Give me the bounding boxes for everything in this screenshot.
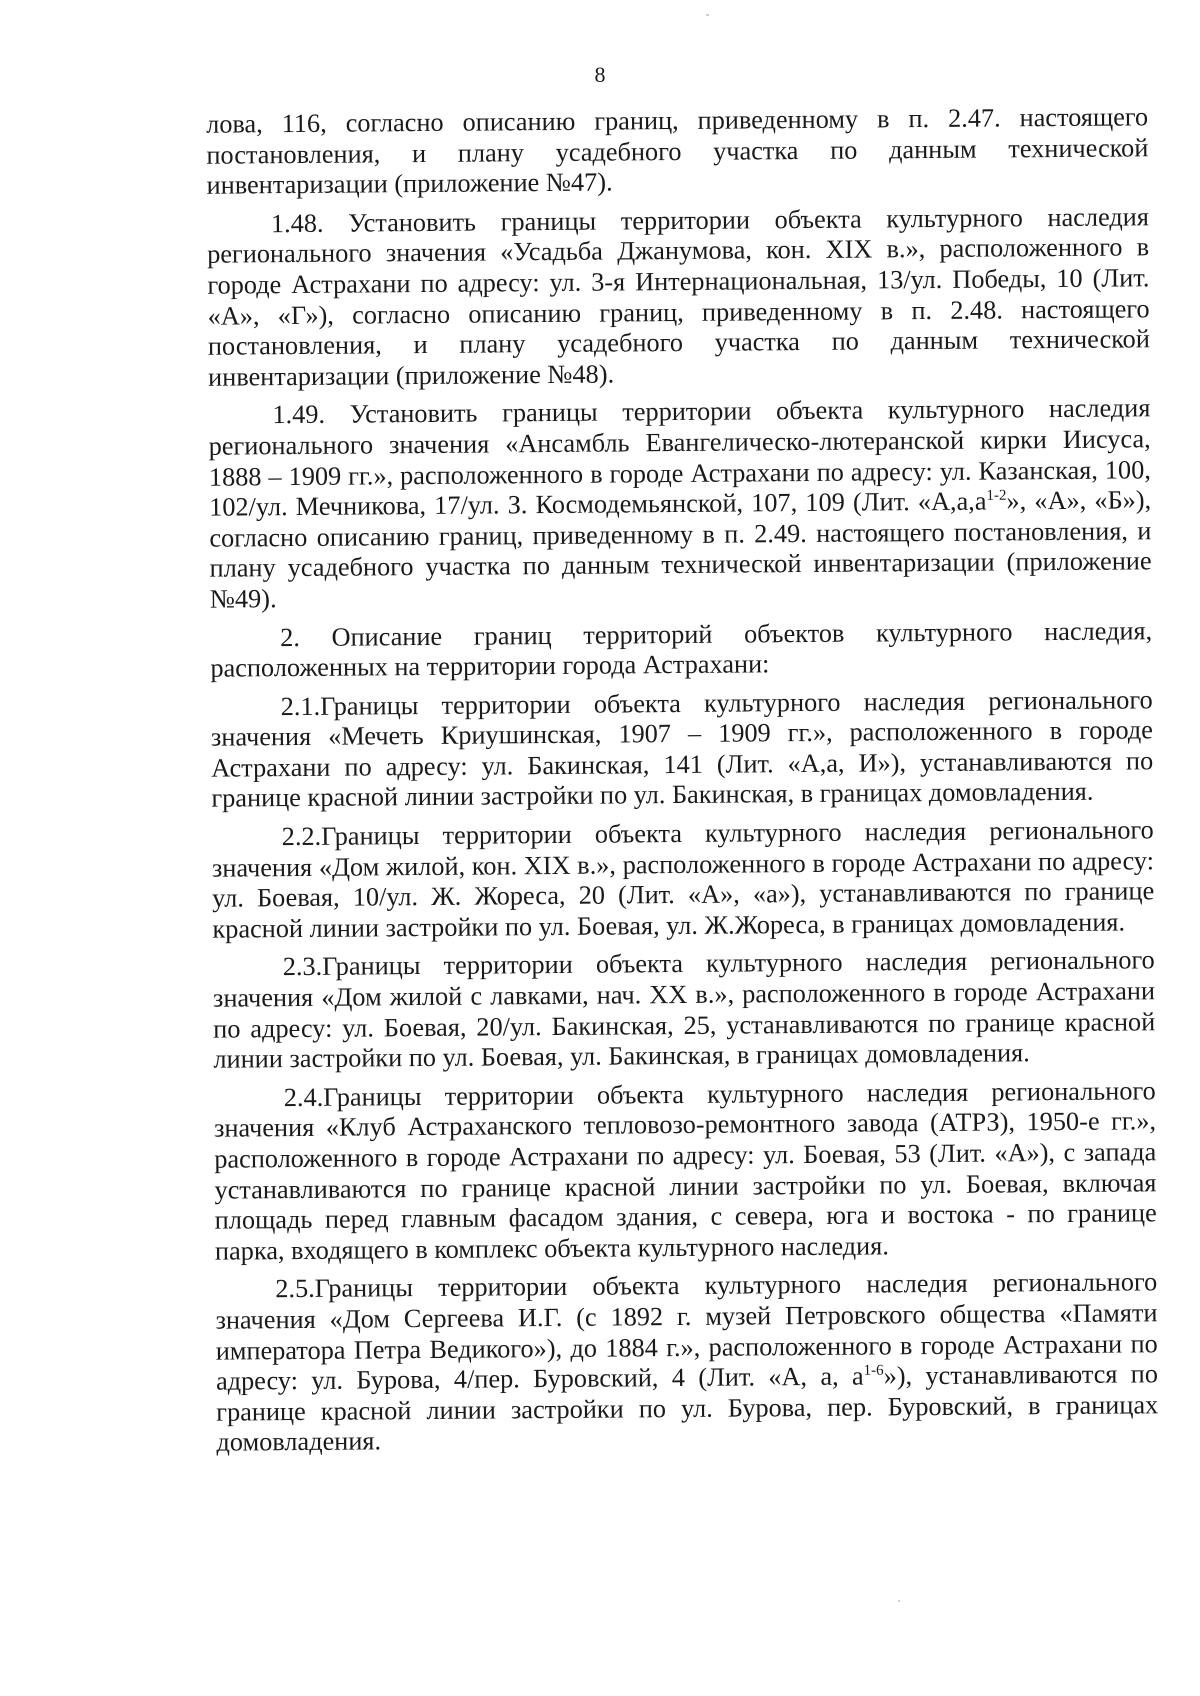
scan-speck-top — [706, 14, 709, 16]
paragraph-2-5-text-after: »), устанавливаются по границе красной линии застройки по ул. Бурова, пер. Буровский, в границах домовладения. — [216, 1359, 1159, 1458]
paragraph-1-49-text-before: 1.49. Установить границы территории объекта культурного наследия регионального значения «Ансамбль Евангелическо-лютеранской кирки Иисуса, 1888 – 1909 гг.», расположенного в городе Астрахани по адресу: ул. Казанская, 100, 102/ул. Мечникова, 17/ул. З. Космодемьянской, 107, 109 (Лит. «А,а,а — [208, 393, 1151, 522]
paragraph-2-5-text-before: 2.5.Границы территории объекта культурного наследия регионального значения «Дом Сергеева И.Г. (с 1892 г. музей Петровского общества «Памяти императора Петра Ведикого»), до 1884 г.», расположенного в городе Астрахани по адресу: ул. Бурова, 4/пер. Буровский, 4 (Лит. «А, а, а — [215, 1267, 1158, 1396]
paragraph-2-2: 2.2.Границы территории объекта культурного наследия регионального значения «Дом жилой, кон. XIX в.», расположенного в городе Астрахани по адресу: ул. Боевая, 10/ул. Ж. Жореса, 20 (Лит. «А», «а»), устанавливаются по границе красной линии застройки по ул. Боевая, ул. Ж.Жореса, в границах домовладения. — [211, 815, 1155, 944]
page-number: 8 — [594, 62, 606, 87]
paragraph-2-3: 2.3.Границы территории объекта культурного наследия регионального значения «Дом жилой с лавками, нач. XX в.», расположенного в городе Астрахани по адресу: ул. Боевая, 20/ул. Бакинская, 25, устанавливаются по границе красной линии застройки по ул. Боевая, ул. Бакинская, в границах домовладения. — [212, 945, 1156, 1074]
paragraph-2-4: 2.4.Границы территории объекта культурного наследия регионального значения «Клуб Астраханского тепловозо-ремонтного завода (АТРЗ), 1950-е гг.», расположенного в городе Астрахани по адресу: ул. Боевая, 53 (Лит. «А»), с запада устанавливаются по границе красной линии застройки по ул. Боевая, включая площадь перед главным фасадом здания, с севера, юга и востока - по границе парка, входящего в комплекс объекта культурного наследия. — [213, 1076, 1157, 1266]
paragraph-1-49-text-after: », «А», «Б»), согласно описанию границ, приведенному в п. 2.49. настоящего постановления, и плану усадебного участка по данным технической инвентаризации (приложение №49). — [209, 485, 1152, 614]
paragraph-2: 2. Описание границ территорий объектов культурного наследия, расположенных на территории города Астрахани: — [210, 615, 1153, 683]
paragraph-1-49 — [208, 394, 1152, 616]
paragraph-1-48: 1.48. Установить границы территории объекта культурного наследия регионального значения «Усадьба Джанумова, кон. XIX в.», расположенного в городе Астрахани по адресу: ул. 3-я Интернациональная, 13/ул. Победы, 10 (Лит. «А», «Г»), согласно описанию границ, приведенному в п. 2.48. настоящего постановления, и плану усадебного участка по данным технической инвентаризации (приложение №48). — [207, 202, 1150, 392]
paragraph-2-5-superscript: 1-6 — [863, 1362, 884, 1379]
document-body — [206, 102, 1159, 1458]
scan-speck-bottom — [898, 1600, 900, 1602]
paragraph-2-5 — [215, 1268, 1158, 1459]
paragraph-2-1: 2.1.Границы территории объекта культурного наследия регионального значения «Мечеть Криушинская, 1907 – 1909 гг.», расположенного в городе Астрахани по адресу: ул. Бакинская, 141 (Лит. «А,а, И»), устанавливаются по границе красной линии застройки по ул. Бакинская, в границах домовладения. — [210, 684, 1154, 814]
paragraph-continuation: лова, 116, согласно описанию границ, приведенному в п. 2.47. настоящего постановления, и плану усадебного участка по данным технической инвентаризации (приложение №47). — [206, 102, 1149, 200]
paragraph-1-49-superscript: 1-2 — [986, 487, 1007, 504]
